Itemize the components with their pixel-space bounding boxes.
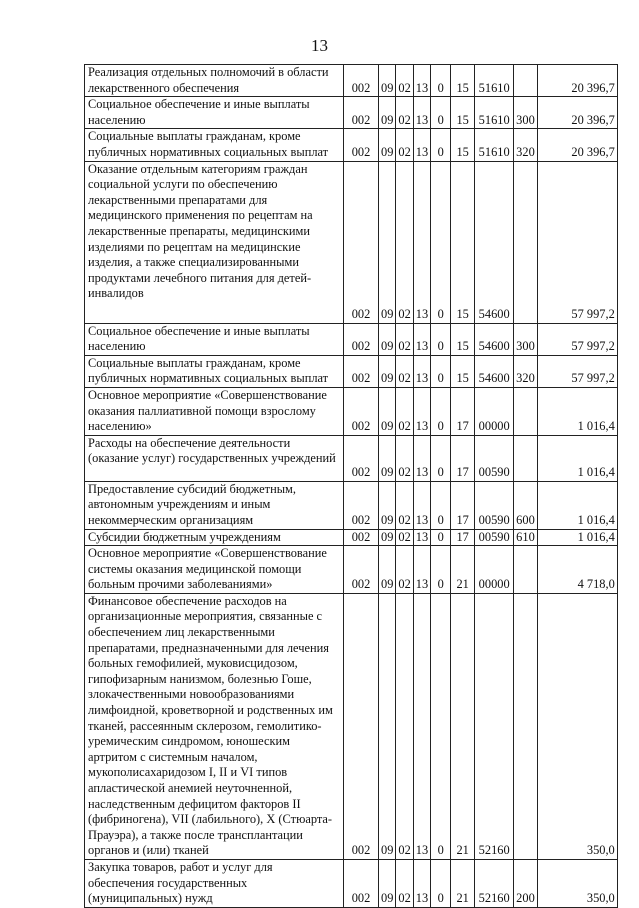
event-code-cell: 17 xyxy=(451,435,475,481)
row-name-cell: Субсидии бюджетным учреждениям xyxy=(85,529,344,546)
amount-cell: 57 997,2 xyxy=(537,355,617,387)
amount-cell: 1 016,4 xyxy=(537,529,617,546)
program-code-cell: 13 xyxy=(413,435,430,481)
ministry-code-cell: 002 xyxy=(344,529,379,546)
subprogram-code-cell: 0 xyxy=(431,355,451,387)
row-name-cell: Основное мероприятие «Совершенствование оказания паллиативной помощи взрослому населению» xyxy=(85,387,344,435)
amount-cell: 350,0 xyxy=(537,593,617,859)
subsection-code-cell: 02 xyxy=(396,593,413,859)
section-code-cell: 09 xyxy=(379,65,396,97)
direction-code-cell: 52160 xyxy=(475,593,514,859)
ministry-code-cell: 002 xyxy=(344,859,379,907)
section-code-cell: 09 xyxy=(379,355,396,387)
program-code-cell: 13 xyxy=(413,387,430,435)
direction-code-cell: 51610 xyxy=(475,65,514,97)
row-name-cell: Финансовое обеспечение расходов на организационные мероприятия, связанные с обеспечением лиц лекарственными препаратами, предназначенными для лечения больных гемофилией, муковисцидозом, гипофизарным нанизмом, болезнью Гоше, злокачественными новообразованиями лимфоидной, кроветворной и родственных им тканей, рассеянным склерозом, гемолитико-уремическим синдромом, юношеским артритом с системным началом, мукополисахаридозом I, II и VI типов апластической анемией неуточненной, наследственным дефицитом факторов II (фибриногена), VII (лабильного), X (Стюарта-Прауэра), а также после трансплантации органов и (или) тканей xyxy=(85,593,344,859)
row-name-cell: Расходы на обеспечение деятельности (оказание услуг) государственных учреждений xyxy=(85,435,344,481)
budget-table xyxy=(84,64,618,908)
amount-cell: 1 016,4 xyxy=(537,435,617,481)
direction-code-cell: 00000 xyxy=(475,546,514,594)
program-code-cell: 13 xyxy=(413,355,430,387)
subsection-code-cell: 02 xyxy=(396,97,413,129)
direction-code-cell: 00590 xyxy=(475,435,514,481)
table-row xyxy=(85,355,618,387)
subprogram-code-cell: 0 xyxy=(431,435,451,481)
row-name-cell: Закупка товаров, работ и услуг для обеспечения государственных (муниципальных) нужд xyxy=(85,859,344,907)
subsection-code-cell: 02 xyxy=(396,859,413,907)
event-code-cell: 17 xyxy=(451,529,475,546)
table-row xyxy=(85,65,618,97)
subprogram-code-cell: 0 xyxy=(431,529,451,546)
table-row xyxy=(85,529,618,546)
amount-cell: 20 396,7 xyxy=(537,97,617,129)
direction-code-cell: 00590 xyxy=(475,529,514,546)
program-code-cell: 13 xyxy=(413,593,430,859)
table-row xyxy=(85,161,618,323)
direction-code-cell: 00590 xyxy=(475,481,514,529)
table-row xyxy=(85,859,618,907)
ministry-code-cell: 002 xyxy=(344,355,379,387)
direction-code-cell: 51610 xyxy=(475,129,514,161)
subprogram-code-cell: 0 xyxy=(431,323,451,355)
subprogram-code-cell: 0 xyxy=(431,65,451,97)
program-code-cell: 13 xyxy=(413,97,430,129)
section-code-cell: 09 xyxy=(379,97,396,129)
expense-type-cell: 300 xyxy=(514,323,538,355)
subsection-code-cell: 02 xyxy=(396,129,413,161)
subsection-code-cell: 02 xyxy=(396,546,413,594)
program-code-cell: 13 xyxy=(413,859,430,907)
section-code-cell: 09 xyxy=(379,859,396,907)
expense-type-cell: 320 xyxy=(514,355,538,387)
event-code-cell: 15 xyxy=(451,323,475,355)
row-name-cell: Социальное обеспечение и иные выплаты населению xyxy=(85,97,344,129)
table-row xyxy=(85,97,618,129)
expense-type-cell: 200 xyxy=(514,859,538,907)
subprogram-code-cell: 0 xyxy=(431,481,451,529)
amount-cell: 20 396,7 xyxy=(537,65,617,97)
program-code-cell: 13 xyxy=(413,529,430,546)
section-code-cell: 09 xyxy=(379,529,396,546)
section-code-cell: 09 xyxy=(379,161,396,323)
direction-code-cell: 54600 xyxy=(475,323,514,355)
subsection-code-cell: 02 xyxy=(396,387,413,435)
ministry-code-cell: 002 xyxy=(344,323,379,355)
event-code-cell: 15 xyxy=(451,129,475,161)
row-name-cell: Социальные выплаты гражданам, кроме публичных нормативных социальных выплат xyxy=(85,129,344,161)
subprogram-code-cell: 0 xyxy=(431,161,451,323)
row-name-cell: Основное мероприятие «Совершенствование системы оказания медицинской помощи больным прочими заболеваниями» xyxy=(85,546,344,594)
subsection-code-cell: 02 xyxy=(396,161,413,323)
row-name-cell: Предоставление субсидий бюджетным, автономным учреждениям и иным некоммерческим организациям xyxy=(85,481,344,529)
subsection-code-cell: 02 xyxy=(396,481,413,529)
subsection-code-cell: 02 xyxy=(396,435,413,481)
ministry-code-cell: 002 xyxy=(344,593,379,859)
event-code-cell: 21 xyxy=(451,593,475,859)
event-code-cell: 15 xyxy=(451,355,475,387)
section-code-cell: 09 xyxy=(379,435,396,481)
event-code-cell: 15 xyxy=(451,161,475,323)
table-row xyxy=(85,387,618,435)
table-row xyxy=(85,481,618,529)
program-code-cell: 13 xyxy=(413,481,430,529)
section-code-cell: 09 xyxy=(379,387,396,435)
table-row xyxy=(85,593,618,859)
ministry-code-cell: 002 xyxy=(344,481,379,529)
expense-type-cell xyxy=(514,387,538,435)
program-code-cell: 13 xyxy=(413,161,430,323)
program-code-cell: 13 xyxy=(413,65,430,97)
amount-cell: 4 718,0 xyxy=(537,546,617,594)
row-name-cell: Социальные выплаты гражданам, кроме публичных нормативных социальных выплат xyxy=(85,355,344,387)
row-name-cell: Оказание отдельным категориям граждан социальной услуги по обеспечению лекарственными препаратами для медицинского применения по рецептам на лекарственные препараты, медицинскими изделиями по рецептам на медицинские изделия, а также специализированными продуктами лечебного питания для детей-инвалидов xyxy=(85,161,344,323)
direction-code-cell: 52160 xyxy=(475,859,514,907)
subprogram-code-cell: 0 xyxy=(431,387,451,435)
event-code-cell: 21 xyxy=(451,546,475,594)
expense-type-cell xyxy=(514,161,538,323)
expense-type-cell: 300 xyxy=(514,97,538,129)
amount-cell: 57 997,2 xyxy=(537,161,617,323)
event-code-cell: 15 xyxy=(451,65,475,97)
section-code-cell: 09 xyxy=(379,481,396,529)
amount-cell: 350,0 xyxy=(537,859,617,907)
subsection-code-cell: 02 xyxy=(396,529,413,546)
ministry-code-cell: 002 xyxy=(344,435,379,481)
event-code-cell: 21 xyxy=(451,859,475,907)
program-code-cell: 13 xyxy=(413,129,430,161)
subprogram-code-cell: 0 xyxy=(431,97,451,129)
subprogram-code-cell: 0 xyxy=(431,859,451,907)
table-row xyxy=(85,435,618,481)
ministry-code-cell: 002 xyxy=(344,161,379,323)
expense-type-cell xyxy=(514,593,538,859)
table-row xyxy=(85,323,618,355)
direction-code-cell: 00000 xyxy=(475,387,514,435)
table-row xyxy=(85,546,618,594)
direction-code-cell: 51610 xyxy=(475,97,514,129)
ministry-code-cell: 002 xyxy=(344,65,379,97)
ministry-code-cell: 002 xyxy=(344,546,379,594)
event-code-cell: 17 xyxy=(451,387,475,435)
subsection-code-cell: 02 xyxy=(396,355,413,387)
row-name-cell: Социальное обеспечение и иные выплаты населению xyxy=(85,323,344,355)
subprogram-code-cell: 0 xyxy=(431,546,451,594)
subprogram-code-cell: 0 xyxy=(431,129,451,161)
page-number: 13 xyxy=(311,36,328,55)
ministry-code-cell: 002 xyxy=(344,97,379,129)
amount-cell: 1 016,4 xyxy=(537,481,617,529)
direction-code-cell: 54600 xyxy=(475,161,514,323)
table-body xyxy=(85,65,618,908)
direction-code-cell: 54600 xyxy=(475,355,514,387)
amount-cell: 20 396,7 xyxy=(537,129,617,161)
amount-cell: 1 016,4 xyxy=(537,387,617,435)
subsection-code-cell: 02 xyxy=(396,323,413,355)
expense-type-cell xyxy=(514,435,538,481)
expense-type-cell: 610 xyxy=(514,529,538,546)
program-code-cell: 13 xyxy=(413,323,430,355)
section-code-cell: 09 xyxy=(379,546,396,594)
event-code-cell: 15 xyxy=(451,97,475,129)
section-code-cell: 09 xyxy=(379,129,396,161)
expense-type-cell: 320 xyxy=(514,129,538,161)
expense-type-cell: 600 xyxy=(514,481,538,529)
section-code-cell: 09 xyxy=(379,323,396,355)
subprogram-code-cell: 0 xyxy=(431,593,451,859)
program-code-cell: 13 xyxy=(413,546,430,594)
ministry-code-cell: 002 xyxy=(344,129,379,161)
event-code-cell: 17 xyxy=(451,481,475,529)
subsection-code-cell: 02 xyxy=(396,65,413,97)
section-code-cell: 09 xyxy=(379,593,396,859)
table-row xyxy=(85,129,618,161)
expense-type-cell xyxy=(514,65,538,97)
expense-type-cell xyxy=(514,546,538,594)
ministry-code-cell: 002 xyxy=(344,387,379,435)
row-name-cell: Реализация отдельных полномочий в области лекарственного обеспечения xyxy=(85,65,344,97)
amount-cell: 57 997,2 xyxy=(537,323,617,355)
